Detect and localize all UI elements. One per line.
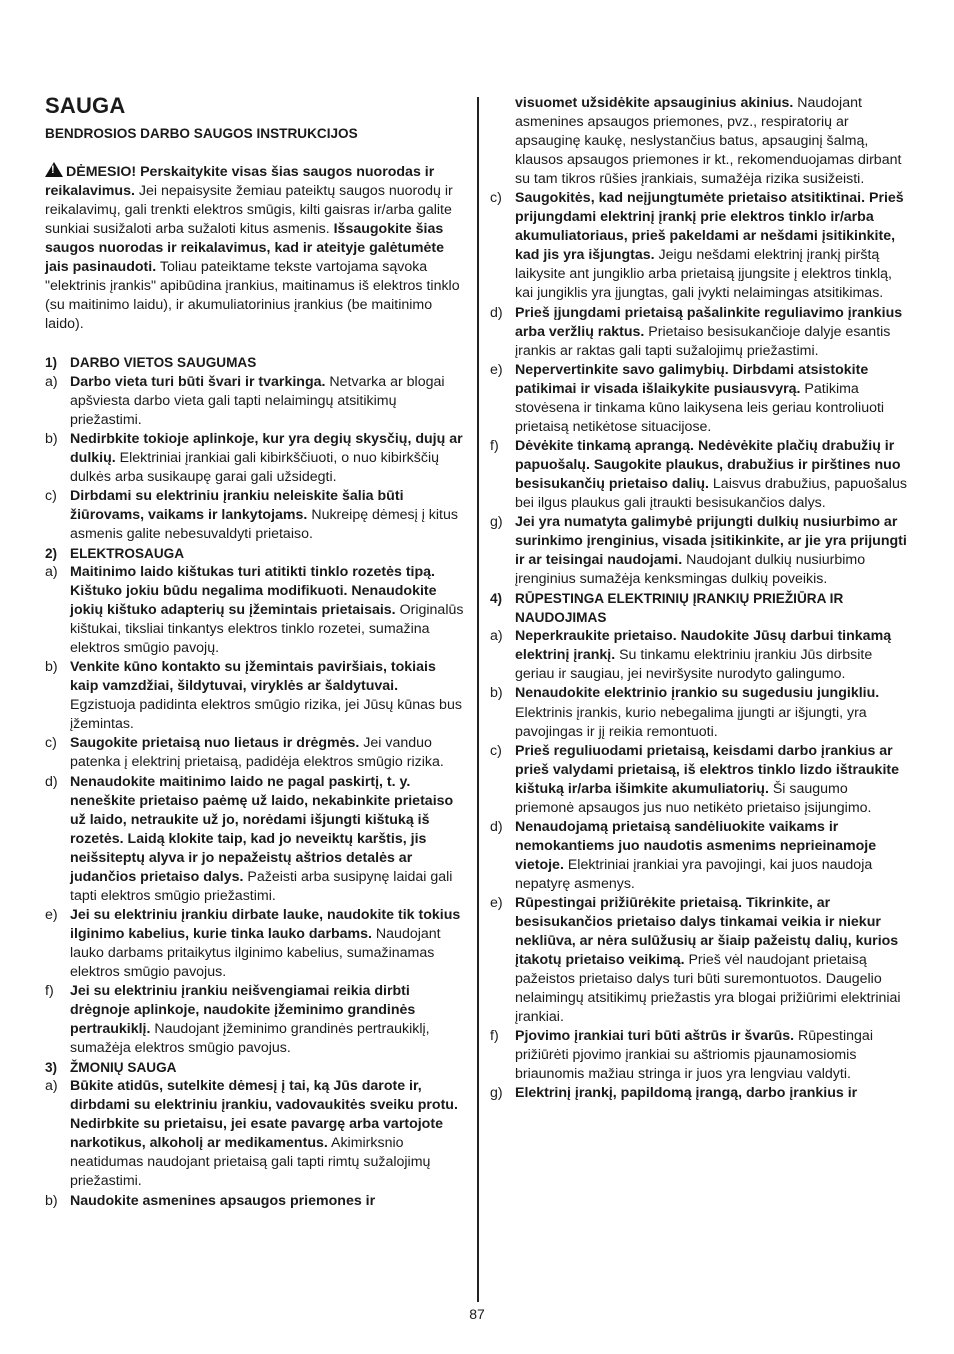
list-item-continued: visuomet užsidėkite apsauginius akinius. Naudojant asmenines apsaugos priemones, pvz., respiratorių ar apsauginę kaukę, neslystančius batus, apsauginį šalmą, klausos apsaugos priemones ir kt., rekomenduojamas dirbant su tam tikros rūšies įrankiais, sumažėja rizika susižeisti. <box>515 95 902 188</box>
section-heading-4: 4) RŪPESTINGA ELEKTRINIŲ ĮRANKIŲ PRIEŽIŪRA IR NAUDOJIMAS <box>490 591 844 626</box>
right-column <box>490 94 910 1103</box>
warning-icon <box>45 162 63 177</box>
list-item: c) Dirbdami su elektriniu įrankiu neleiskite šalia būti žiūrovams, vaikams ir lankytojams. Nukreipę dėmesį į kitus asmenis galite nebesuvaldyti prietaiso. <box>45 487 458 542</box>
list-item: a) Darbo vieta turi būti švari ir tvarkinga. Netvarka ar blogai apšviesta darbo vieta gali tapti nelaimingų atsitikimų priežastimi. <box>45 373 445 428</box>
section-heading-1: 1) DARBO VIETOS SAUGUMAS <box>45 355 257 371</box>
list-item: d) Nenaudokite maitinimo laido ne pagal paskirtį, t. y. neneškite prietaiso paėmę už laido, nekabinkite prietaiso už laido, netraukite už jo, norėdami išjungti kištuką iš rozetės. Laidą klokite taip, kad jo neveiktų karštis, jis neišsiteptų alyva ir jo nepažeistų aštrios detalės ar judančios prietaiso dalys. Pažeisti arba susipynę laidai gali tapti elektros smūgio priežastimi. <box>45 773 454 904</box>
list-item: f) Dėvėkite tinkamą aprangą. Nedėvėkite plačių drabužių ir papuošalų. Saugokite plaukus, drabužius ir pirštines nuo besisukančių prietaiso dalių. Laisvus drabužius, papuošalus bei ilgus plaukus gali įtraukti besisukančios dalys. <box>490 437 907 511</box>
list-item: b) Naudokite asmenines apsaugos priemones ir <box>45 1192 376 1209</box>
list-item: c) Saugokitės, kad neįjungtumėte prietaiso atsitiktinai. Prieš prijungdami elektrinį įrankį prie elektros tinklo ir/arba akumuliatoriaus, prieš pakeldami ar nešdami įsitikinkite, kad jis yra išjungtas. Jeigu nešdami elektrinį įrankį pirštą laikysite ant jungiklio arba prietaisą įjungsite į elektros tinklą, kai jungiklis yra įjungtas, gali įvykti nelaimingas atsitikimas. <box>490 190 904 302</box>
list-item: d) Nenaudojamą prietaisą sandėliuokite vaikams ir nemokantiems juo naudotis asmenims neprieinamoje vietoje. Elektriniai įrankiai yra pavojingi, kai juos naudoja nepatyrę asmenys. <box>490 818 877 892</box>
intro-paragraph: !DĖMESIO! Perskaitykite visas šias saugos nuorodas ir reikalavimus. Jei nepaisysite žemiau pateiktų saugos nuorodų ir reikalavimų, gali trenkti elektros smūgis, kilti gaisras ir/arba galite sunkiai susižaloti arba sužaloti kitus asmenis. Išsaugokite šias saugos nuorodas ir reikalavimus, kad ir ateityje galėtumėte jais pasinaudoti. Toliau pateiktame tekste vartojama sąvoka "elektrinis įrankis" apibūdina įrankius, maitinamus iš elektros tinklo (su maitinimo laidu), ir akumuliatorinius įrankius (be maitinimo laido). <box>45 162 465 334</box>
list-item: g) Elektrinį įrankį, papildomą įrangą, darbo įrankius ir <box>490 1085 858 1102</box>
column-divider <box>477 97 479 1302</box>
section-heading-3: 3) ŽMONIŲ SAUGA <box>45 1060 177 1076</box>
list-item: e) Jei su elektriniu įrankiu dirbate lauke, naudokite tik tokius ilginimo kabelius, kurie tinka lauko darbams. Naudojant lauko darbams pritaikytus ilginimo kabelius, sumažinamas elektros smūgio pavojus. <box>45 906 461 980</box>
section-heading-2: 2) ELEKTROSAUGA <box>45 545 185 561</box>
list-item: c) Saugokite prietaisą nuo lietaus ir drėgmės. Jei vanduo patenka į elektrinį prietaisą, padidėja elektros smūgio rizika. <box>45 735 444 771</box>
list-item: f) Jei su elektriniu įrankiu neišvengiamai reikia dirbti drėgnoje aplinkoje, naudokite įžeminimo grandinės pertraukiklį. Naudojant įžeminimo grandinės pertraukiklį, sumažėja elektros smūgio pavojus. <box>45 983 430 1057</box>
list-item: a) Neperkraukite prietaiso. Naudokite Jūsų darbui tinkamą elektrinį įrankį. Su tinkamu elektriniu įrankiu Jūs dirbsite geriau ir saugiau, jei neviršysite nurodyto galingumo. <box>490 628 892 683</box>
list-item: f) Pjovimo įrankiai turi būti aštrūs ir švarūs. Rūpestingai prižiūrėti pjovimo įrankiai su aštriomis pjaunamosiomis briaunomis mažiau stringa ir juos yra lengviau valdyti. <box>490 1028 873 1083</box>
list-item: c) Prieš reguliuodami prietaisą, keisdami darbo įrankius ar prieš valydami prietaisą, iš elektros tinklo lizdo ištraukite kištuką ir/arba išimkite akumuliatorių. Ši saugumo priemonė apsaugos jus nuo netikėto prietaiso įsijungimo. <box>490 742 899 816</box>
left-column <box>45 94 465 1211</box>
list-item: e) Nepervertinkite savo galimybių. Dirbdami atsistokite patikimai ir visada išlaikykite pusiausvyrą. Patikima stovėsena ir tinkama kūno laikysena leis geriau kontroliuoti prietaisą netikėtose situacijose. <box>490 361 885 435</box>
list-item: a) Būkite atidūs, sutelkite dėmesį į tai, ką Jūs darote ir, dirbdami su elektriniu įrankiu, vadovaukitės sveiku protu. Nedirbkite su prietaisu, jei esate pavargę arba vartojote narkotikus, alkoholį ar medikamentus. Akimirksnio neatidumas naudojant prietaisą gali tapti rimtų sužalojimų priežastimi. <box>45 1078 458 1190</box>
list-item: b) Nedirbkite tokioje aplinkoje, kur yra degių skysčių, dujų ar dulkių. Elektriniai įrankiai gali kibirkščiuoti, o nuo kibirkščių dulkės arba susikaupę garai gali užsidegti. <box>45 430 463 485</box>
page-number: 87 <box>469 1306 485 1322</box>
list-item: b) Nenaudokite elektrinio įrankio su sugedusiu jungikliu. Elektrinis įrankis, kurio nebegalima įjungti ar išjungti, yra pavojingas ir jį reikia remontuoti. <box>490 685 880 740</box>
list-item: d) Prieš įjungdami prietaisą pašalinkite reguliavimo įrankius arba veržlių raktus. Prietaiso besisukančioje dalyje esantis įrankis ar raktas gali tapti sužalojimų priežastimi. <box>490 304 903 359</box>
section-subtitle: BENDROSIOS DARBO SAUGOS INSTRUKCIJOS <box>45 126 358 141</box>
list-item: a) Maitinimo laido kištukas turi atitikti tinklo rozetės tipą. Kištuko jokiu būdu negalima modifikuoti. Nenaudokite jokių kištuko adapterių su įžemintais prietaisais. Originalūs kištukai, tiksliai tinkantys elektros tinklo rozetei, sumažina elektros smūgio pavojų. <box>45 563 464 657</box>
list-item: b) Venkite kūno kontakto su įžemintais paviršiais, tokiais kaip vamzdžiai, šildytuvai, viryklės ar šaldytuvai. Egzistuoja padidinta elektros smūgio rizika, jei Jūsų kūnas bus įžemintas. <box>45 659 462 733</box>
list-item: g) Jei yra numatyta galimybė prijungti dulkių nusiurbimo ar surinkimo įrenginius, visada įsitikinkite, ar jie yra prijungti ir ar teisingai naudojami. Naudojant dulkių nusiurbimo įrenginius sumažėja kenksmingas dulkių poveikis. <box>490 514 907 588</box>
list-item: e) Rūpestingai prižiūrėkite prietaisą. Tikrinkite, ar besisukančios prietaiso dalys tinkamai veikia ir niekur nekliūva, ar nėra sulūžusių ar šiaip pažeistų dalių, kurios įtakotų prietaiso veikimą. Prieš vėl naudojant prietaisą pažeistos prietaiso dalys turi būti suremontuotos. Daugelio nelaimingų atsitikimų priežastis yra blogai prižiūrimi elektriniai įrankiai. <box>490 894 901 1026</box>
page-title: SAUGA <box>45 93 126 118</box>
